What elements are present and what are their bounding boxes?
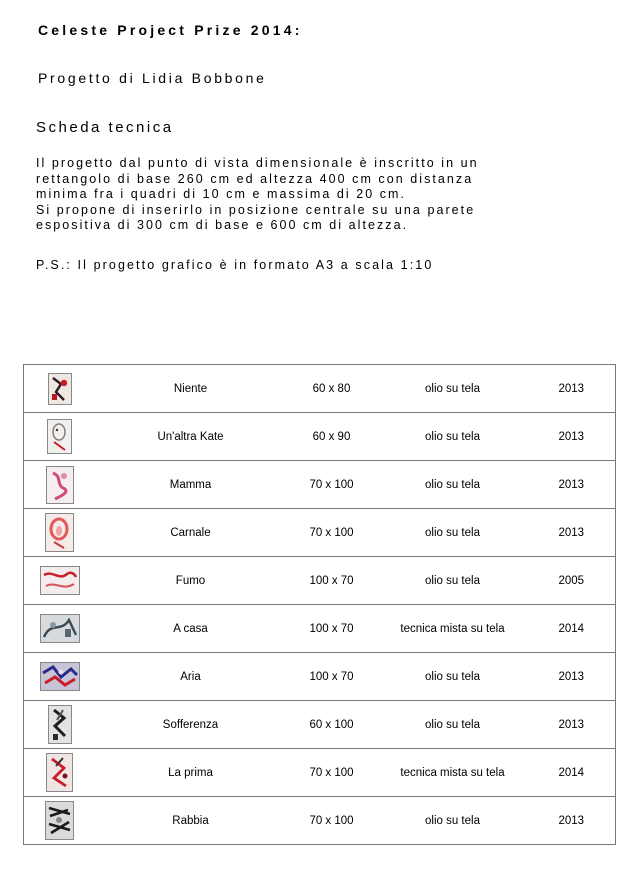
work-title: Carnale <box>96 509 286 557</box>
painting-carnale-icon <box>45 513 74 552</box>
description-line: Il progetto dal punto di vista dimensionale è inscritto in un <box>36 156 479 170</box>
work-year: 2013 <box>528 797 616 845</box>
work-technique: olio su tela <box>378 701 528 749</box>
thumbnail-cell <box>24 365 96 413</box>
work-title: Un'altra Kate <box>96 413 286 461</box>
painting-aria-icon <box>40 662 80 691</box>
work-size: 70 x 100 <box>286 461 378 509</box>
work-year: 2014 <box>528 605 616 653</box>
table-row <box>24 797 616 845</box>
painting-mamma-icon <box>46 466 74 504</box>
work-size: 100 x 70 <box>286 605 378 653</box>
painting-unaltra-kate-icon <box>47 419 72 454</box>
table-row <box>24 509 616 557</box>
thumbnail-cell <box>24 605 96 653</box>
thumbnail-cell <box>24 461 96 509</box>
table-row <box>24 461 616 509</box>
work-size: 70 x 100 <box>286 797 378 845</box>
work-year: 2013 <box>528 461 616 509</box>
work-title: Mamma <box>96 461 286 509</box>
work-technique: olio su tela <box>378 653 528 701</box>
work-technique: olio su tela <box>378 797 528 845</box>
painting-rabbia-icon <box>45 801 74 840</box>
work-technique: olio su tela <box>378 413 528 461</box>
postscript-note: P.S.: Il progetto grafico è in formato A3 a scala 1:10 <box>36 258 434 272</box>
table-row <box>24 557 616 605</box>
work-title: La prima <box>96 749 286 797</box>
thumbnail-cell <box>24 749 96 797</box>
description-line: espositiva di 300 cm di base e 600 cm di altezza. <box>36 218 409 232</box>
thumbnail-cell <box>24 413 96 461</box>
painting-sofferenza-icon <box>48 705 72 744</box>
work-year: 2013 <box>528 701 616 749</box>
work-technique: olio su tela <box>378 461 528 509</box>
description-line: minima fra i quadri di 10 cm e massima di 20 cm. <box>36 187 407 201</box>
thumbnail-cell <box>24 653 96 701</box>
table-row <box>24 413 616 461</box>
table-row <box>24 605 616 653</box>
work-technique: olio su tela <box>378 509 528 557</box>
table-row <box>24 749 616 797</box>
work-year: 2013 <box>528 509 616 557</box>
thumbnail-cell <box>24 509 96 557</box>
work-year: 2013 <box>528 413 616 461</box>
work-title: Rabbia <box>96 797 286 845</box>
work-size: 60 x 100 <box>286 701 378 749</box>
work-title: A casa <box>96 605 286 653</box>
work-title: Aria <box>96 653 286 701</box>
work-year: 2005 <box>528 557 616 605</box>
work-year: 2014 <box>528 749 616 797</box>
work-year: 2013 <box>528 653 616 701</box>
painting-la-prima-icon <box>46 753 73 792</box>
work-size: 60 x 90 <box>286 413 378 461</box>
table-row <box>24 365 616 413</box>
painting-fumo-icon <box>40 566 80 595</box>
work-year: 2013 <box>528 365 616 413</box>
work-technique: tecnica mista su tela <box>378 749 528 797</box>
page-title: Celeste Project Prize 2014: <box>38 22 303 38</box>
table-row <box>24 653 616 701</box>
work-technique: olio su tela <box>378 557 528 605</box>
work-size: 100 x 70 <box>286 653 378 701</box>
works-table <box>23 364 616 845</box>
work-title: Fumo <box>96 557 286 605</box>
work-size: 70 x 100 <box>286 509 378 557</box>
painting-a-casa-icon <box>40 614 80 643</box>
work-size: 100 x 70 <box>286 557 378 605</box>
work-title: Niente <box>96 365 286 413</box>
work-title: Sofferenza <box>96 701 286 749</box>
work-technique: olio su tela <box>378 365 528 413</box>
painting-niente-icon <box>48 373 72 405</box>
description-line: rettangolo di base 260 cm ed altezza 400 cm con distanza <box>36 171 474 186</box>
work-technique: tecnica mista su tela <box>378 605 528 653</box>
thumbnail-cell <box>24 797 96 845</box>
work-size: 60 x 80 <box>286 365 378 413</box>
project-description <box>36 156 616 234</box>
work-size: 70 x 100 <box>286 749 378 797</box>
project-author: Progetto di Lidia Bobbone <box>38 70 267 86</box>
table-row <box>24 701 616 749</box>
thumbnail-cell <box>24 701 96 749</box>
description-line: Si propone di inserirlo in posizione centrale su una parete <box>36 202 476 217</box>
thumbnail-cell <box>24 557 96 605</box>
section-title: Scheda tecnica <box>36 119 174 136</box>
